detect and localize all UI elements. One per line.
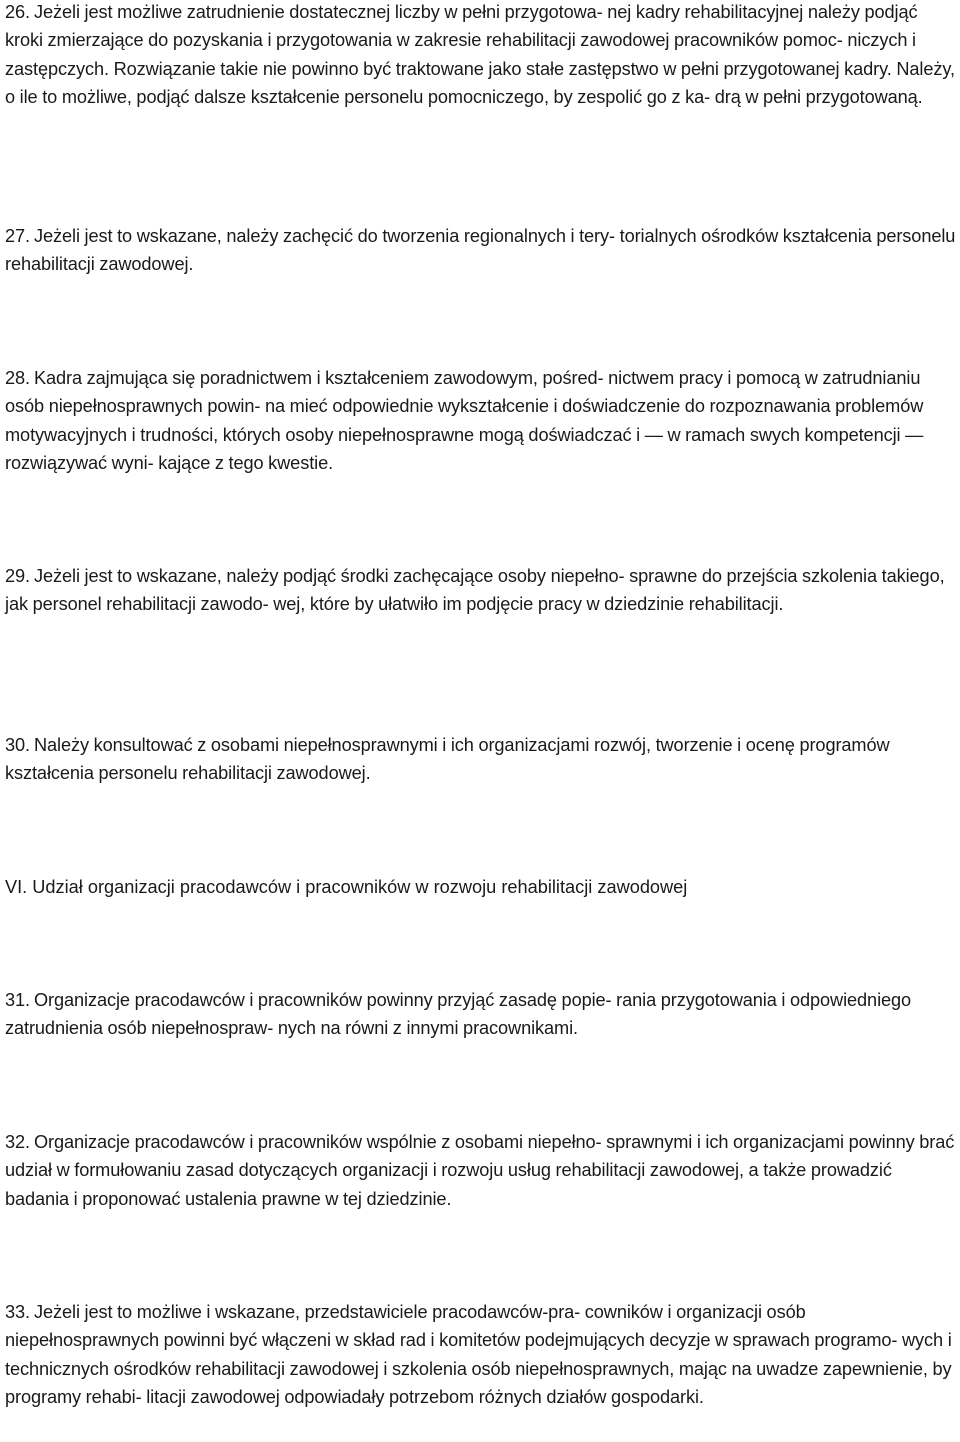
paragraph-number: 33. [5,1302,30,1322]
paragraph-text: Jeżeli jest możliwe zatrudnienie dostatecznej liczby w pełni przygotowa- nej kadry rehabilitacyjnej należy podjąć kroki zmierzające do pozyskania i przygotowania w zakresie rehabilitacji zawodowej pracowników pomoc- niczych i zastępczych. Rozwiązanie takie nie powinno być traktowane jako stałe zastępstwo w pełni przygotowanej kadry. Należy, o ile to możliwe, podjąć dalsze kształcenie personelu pomocniczego, by zespolić go z ka- drą w pełni przygotowaną. [5,2,955,108]
paragraph-text: Organizacje pracodawców i pracowników powinny przyjąć zasadę popie- rania przygotowania i odpowiedniego zatrudnienia osób niepełnospraw- nych na równi z innymi pracownikami. [5,990,912,1039]
paragraph-number: 32. [5,1132,30,1152]
paragraph-29 [5,562,957,619]
paragraph-number: 31. [5,990,30,1010]
paragraph-text: Kadra zajmująca się poradnictwem i kształceniem zawodowym, pośred- nictwem pracy i pomocą w zatrudnianiu osób niepełnosprawnych powin- na mieć odpowiednie wykształcenie i doświadczenie do rozpoznawania problemów motywacyjnych i trudności, których osoby niepełnosprawne mogą doświadczać i — w ramach swych kompetencji — rozwiązywać wyni- kające z tego kwestie. [5,368,924,474]
paragraph-text: Jeżeli jest to możliwe i wskazane, przedstawiciele pracodawców-pra- cowników i organizacji osób niepełnosprawnych powinni być włączeni w skład rad i komitetów podejmujących decyzje w sprawach programo- wych i technicznych ośrodków rehabilitacji zawodowej i szkolenia osób niepełnosprawnych, mając na uwadze zapewnienie, by programy rehabi- litacji zawodowej odpowiadały potrzebom różnych działów gospodarki. [5,1302,952,1408]
section-heading: VI. Udział organizacji pracodawców i pracowników w rozwoju rehabilitacji zawodowej [5,877,688,897]
paragraph-number: 26. [5,2,30,22]
paragraph-text: Jeżeli jest to wskazane, należy zachęcić do tworzenia regionalnych i tery- torialnych ośrodków kształcenia personelu rehabilitacji zawodowej. [5,226,956,275]
paragraph-text: Jeżeli jest to wskazane, należy podjąć środki zachęcające osoby niepełno- sprawne do przejścia szkolenia takiego, jak personel rehabilitacji zawodo- wej, które by ułatwiło im podjęcie pracy w dziedzinie rehabilitacji. [5,566,945,615]
paragraph-text: Organizacje pracodawców i pracowników wspólnie z osobami niepełno- sprawnymi i ich organizacjami powinny brać udział w formułowaniu zasad dotyczących organizacji i rozwoju usług rehabilitacji zawodowej, a także prowadzić badania i proponować ustalenia prawne w tej dziedzinie. [5,1132,955,1209]
paragraph-33 [5,1298,957,1412]
paragraph-number: 27. [5,226,30,246]
paragraph-28 [5,364,957,478]
paragraph-32 [5,1128,957,1213]
paragraph-30 [5,731,957,788]
paragraph-number: 30. [5,735,30,755]
paragraph-text: Należy konsultować z osobami niepełnosprawnymi i ich organizacjami rozwój, tworzenie i ocenę programów kształcenia personelu rehabilitacji zawodowej. [5,735,890,784]
paragraph-31 [5,986,957,1043]
paragraph-26 [5,0,957,112]
paragraph-number: 29. [5,566,30,586]
paragraph-27 [5,222,957,279]
paragraph-number: 28. [5,368,30,388]
